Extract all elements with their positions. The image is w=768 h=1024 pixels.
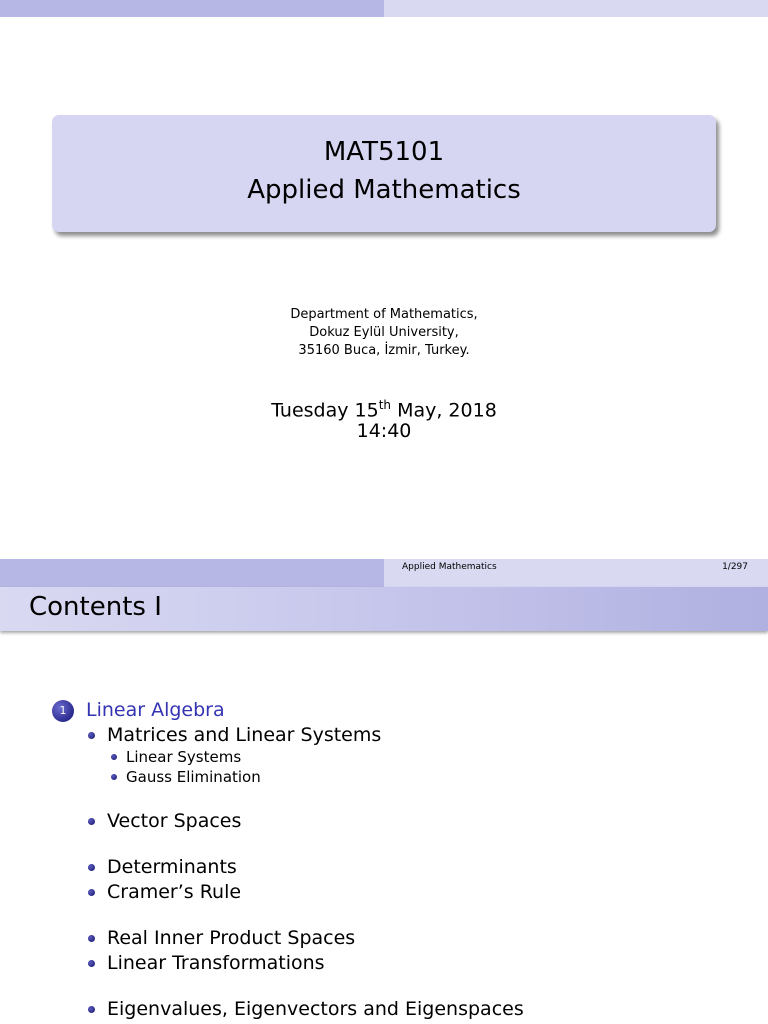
- title-box: [52, 115, 716, 232]
- footer-short-title: Applied Mathematics: [402, 562, 497, 572]
- footer-band-left: [0, 559, 384, 587]
- bullet-icon: [88, 732, 95, 739]
- footer-page-number: 1/297: [722, 562, 748, 572]
- institute-line-address: 35160 Buca, İzmir, Turkey.: [298, 343, 470, 358]
- toc-item-label: Determinants: [107, 856, 237, 878]
- bullet-icon: [88, 889, 95, 896]
- date-ordinal-suffix: th: [378, 398, 392, 412]
- toc-item-label: Real Inner Product Spaces: [107, 927, 356, 949]
- presentation-time: 14:40: [356, 420, 412, 442]
- toc-item-label: Cramer’s Rule: [107, 881, 242, 903]
- toc-subitem-label: Gauss Elimination: [126, 768, 261, 786]
- date-prefix: Tuesday 15: [271, 399, 379, 422]
- toc-item-label: Vector Spaces: [107, 810, 242, 832]
- section-title: Linear Algebra: [86, 699, 225, 721]
- bullet-icon: [88, 960, 95, 967]
- institute-line-department: Department of Mathematics,: [290, 307, 478, 322]
- frame-title-bar: [0, 587, 768, 631]
- toc-subitem-label: Linear Systems: [126, 748, 242, 766]
- bullet-icon: [88, 935, 95, 942]
- institute-block: [0, 306, 768, 360]
- navigation-bar-left: [0, 0, 384, 17]
- bullet-icon: [88, 818, 95, 825]
- contents-slide: [0, 559, 768, 1024]
- toc-item-label: Linear Transformations: [107, 952, 325, 974]
- section-number-ball: 1: [52, 700, 74, 722]
- institute-line-university: Dokuz Eylül University,: [309, 325, 459, 340]
- frame-title: Contents I: [29, 592, 162, 622]
- bullet-icon: [88, 864, 95, 871]
- toc-item-label: Eigenvalues, Eigenvectors and Eigenspaces: [107, 998, 524, 1020]
- bullet-icon: [88, 1006, 95, 1013]
- navigation-bar-right: [384, 0, 768, 17]
- bullet-icon: [111, 774, 117, 780]
- footer-band: [0, 559, 768, 587]
- course-code: MAT5101: [323, 137, 445, 167]
- top-navigation-bar: [0, 0, 768, 17]
- date-suffix: May, 2018: [391, 399, 497, 422]
- bullet-icon: [111, 754, 117, 760]
- course-title: Applied Mathematics: [247, 175, 521, 205]
- toc-item-label: Matrices and Linear Systems: [107, 724, 382, 746]
